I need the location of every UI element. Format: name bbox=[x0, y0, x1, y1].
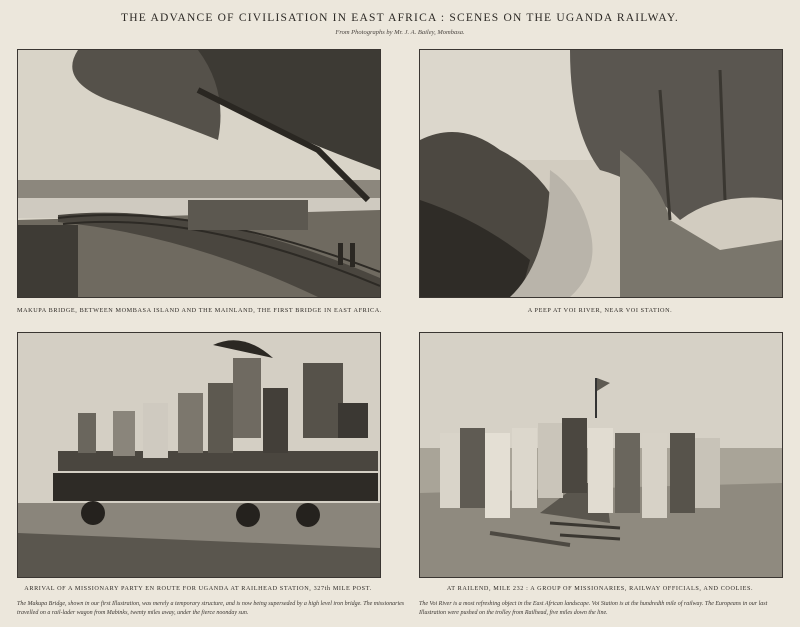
page-title: THE ADVANCE OF CIVILISATION IN EAST AFRICA : SCENES ON THE UGANDA RAILWAY. bbox=[121, 12, 679, 24]
caption-railend-group: AT RAILEND, MILE 232 : A GROUP OF MISSIONARIES, RAILWAY OFFICIALS, AND COOLIES. bbox=[446, 585, 754, 592]
footnote-right: The Voi River is a most refreshing object in the East African landscape. Voi Station is at the hundredth mile of railway. The Europeans in our last Illustration were pushed on the trolley from Railhead, five miles down the line. bbox=[419, 601, 768, 616]
caption-voi-river: A PEEP AT VOI RIVER, NEAR VOI STATION. bbox=[527, 307, 673, 314]
photo-voi-river bbox=[419, 49, 783, 298]
photo-credit: From Photographs by Mr. J. A. Bailey, Mombasa. bbox=[335, 29, 465, 36]
photo-railend-group bbox=[419, 332, 783, 578]
caption-makupa-bridge: MAKUPA BRIDGE, BETWEEN MOMBASA ISLAND AND THE MAINLAND, THE FIRST BRIDGE IN EAST AFRICA. bbox=[17, 307, 382, 314]
footnote-left: The Makupa Bridge, shown in our first Illustration, was merely a temporary structure, and is now being superseded by a high level iron bridge. The missionaries travelled on a rail-lader wagon from Mabinks, twenty miles away, under the fierce noonday sun. bbox=[17, 601, 405, 616]
photo-missionary-party bbox=[17, 332, 381, 578]
photo-makupa-bridge bbox=[17, 49, 381, 298]
caption-missionary-party: ARRIVAL OF A MISSIONARY PARTY EN ROUTE FOR UGANDA AT RAILHEAD STATION, 327th MILE POST. bbox=[24, 585, 372, 592]
